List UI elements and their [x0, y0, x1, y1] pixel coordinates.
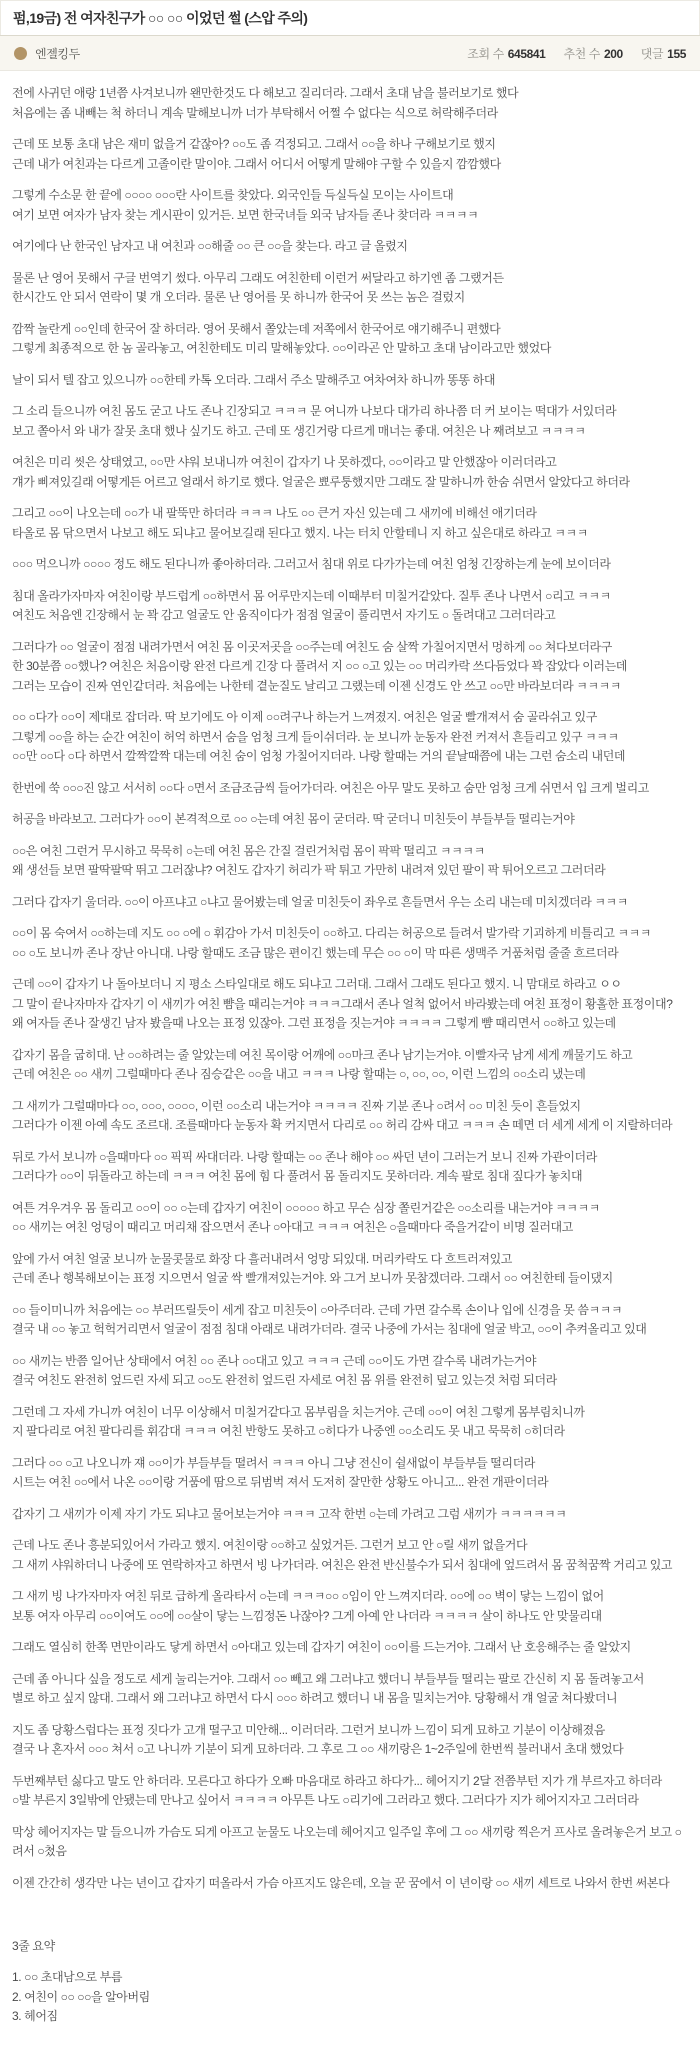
post-text-line: ○발 부른지 3일밖에 안됐는데 만나고 싶어서 ㅋㅋㅋㅋ 아무튼 나도 ○리기에 그러라고 했다. 그러다가 지가 헤어지자고 그러더라: [12, 1793, 639, 1807]
post-paragraph: [12, 1772, 690, 1811]
post-text-line: 여친도 처음엔 긴장해서 눈 꽉 감고 얼굴도 안 움직이다가 점점 얼굴이 풀리면서 자기도 ○ 돌려대고 그러더라고: [12, 608, 556, 622]
post-text-line: 3줄 요약: [12, 1938, 55, 1953]
post-text-line: 근데 내가 여친과는 다르게 고졸이란 말이야. 그래서 어디서 어떻게 말해야 구할 수 있을지 깜깜했다: [12, 156, 501, 171]
post-text-line: 그 새끼가 그럴때마다 ○○, ○○○, ○○○○, 이런 ○○소리 내는거야 ㅋㅋㅋㅋ 진짜 기분 존나 ○려서 ○○ 미친 듯이 흔들었지: [12, 1098, 581, 1113]
upvote-count-value: 200: [603, 46, 623, 61]
post-text-line: 그러다가 이젠 아예 속도 조르대. 조를때마다 눈동자 확 커지면서 다리로 ○○ 허리 감싸 대고 ㅋㅋㅋ 손 떼면 더 세게 세게 이 지랄하더라: [12, 1118, 673, 1132]
post-paragraph: [12, 779, 690, 799]
post-text-line: 보고 쫄아서 와 내가 잘못 초대 했나 싶기도 하고. 근데 또 생긴거랑 다르게 매너는 좋대. 여친은 나 째려보고 ㅋㅋㅋㅋ: [12, 423, 586, 438]
post-text-line: 뒤로 가서 보니까 ○을때마다 ○○ 픽픽 싸대더라. 나랑 할때는 ○○ 존나 해야 ○○ 싸던 년이 그러는거 보니 진짜 가관이더라: [12, 1149, 597, 1164]
post-text-line: 물론 난 영어 못해서 구글 번역기 썼다. 아무리 그래도 여친한테 이런거 써달라고 하기엔 좀 그랬거든: [12, 270, 504, 285]
post-text-line: 그 새끼 빙 나가자마자 여친 뒤로 급하게 올라타서 ○는데 ㅋㅋㅋ○○ ○임이 안 느껴지더라. ○○에 ○○ 벽이 닿는 느낌이 없어: [12, 1589, 604, 1603]
post-text-line: 두번째부턴 싫다고 말도 안 하더라. 모른다고 하다가 오빠 마음대로 하라고 하다가... 헤어지기 2달 전쯤부턴 지가 개 부르자고 하더라: [12, 1773, 662, 1788]
post-text-line: 2. 여친이 ○○ ○○을 알아버림: [12, 1989, 150, 2004]
post-paragraph: [12, 1968, 690, 2027]
post-text-line: 한 30분쯤 ○○했나? 여친은 처음이랑 완전 다르게 긴장 다 풀려서 지 ○○ ○고 있는 ○○ 머리카락 쓰다듬었다 꽉 잡았다 이러는데: [12, 659, 627, 673]
post-text-line: 허공을 바라보고. 그러다가 ○○이 본격적으로 ○○ ○는데 여친 몸이 굳더라. 딱 굳더니 미친듯이 부들부들 떨리는거야: [12, 812, 575, 826]
comment-count: [641, 45, 686, 62]
post-paragraph: [12, 1670, 690, 1709]
post-paragraph: [12, 1721, 690, 1760]
post-paragraph: [12, 638, 690, 697]
author-name[interactable]: 엔젤킹두: [35, 46, 80, 61]
comment-count-label: 댓글: [640, 46, 664, 61]
post-paragraph: [12, 135, 690, 174]
post-text-line: 여튼 겨우겨우 몸 돌리고 ○○이 ○○ ○는데 갑자기 여친이 ○○○○○ 하고 무슨 심장 쫄린거같은 ○○소리를 내는거야 ㅋㅋㅋㅋ: [12, 1200, 600, 1215]
post-text-line: ○○ 새끼는 여친 엉덩이 때리고 머리채 잡으면서 존나 ○아대고 ㅋㅋㅋ 여친은 ○을때마다 죽을거같이 비명 질러대고: [12, 1220, 573, 1234]
post-text-line: 3. 헤어짐: [12, 2009, 58, 2023]
post-paragraph: [12, 504, 690, 543]
post-paragraph: [12, 1199, 690, 1238]
post-paragraph: [12, 810, 690, 830]
post-text-line: ○○이 몸 숙여서 ○○하는데 지도 ○○ ○에 ○ 휘감아 가서 미친듯이 ○○하고. 다리는 허공으로 들려서 발가락 기괴하게 비틀리고 ㅋㅋㅋ: [12, 926, 652, 940]
post-text-line: 날이 되서 텔 잡고 있으니까 ○○한테 카톡 오더라. 그래서 주소 말해주고 여차여차 하니까 똥똥 하대: [12, 372, 496, 387]
post-paragraph: [12, 1505, 690, 1525]
post-paragraph: [12, 1250, 690, 1289]
post-text-line: 갑자기 몸을 굽히대. 난 ○○하려는 줄 알았는데 여친 목이랑 어깨에 ○○마크 존나 남기는거야. 이빨자국 남게 세게 깨물기도 하고: [12, 1047, 633, 1062]
profile-circle-icon: [14, 47, 27, 60]
post-stats: [467, 45, 686, 62]
post-text-line: ○○ 새끼는 반쯤 일어난 상태에서 여친 ○○ 존나 ○○대고 있고 ㅋㅋㅋ 근데 ○○이도 가면 갈수록 내려가는거야: [12, 1353, 537, 1368]
post-text-line: 지 팔다리로 여친 팔다리를 휘감대 ㅋㅋㅋ 여친 반항도 못하고 ○히다가 나중엔 ○○소리도 못 내고 묵묵히 ○히더라: [12, 1424, 565, 1438]
post-paragraph: [12, 1097, 690, 1136]
post-paragraph: [12, 708, 690, 767]
upvote-count-label: 추천 수: [563, 46, 600, 61]
post-text-line: 결국 여친도 완전히 엎드린 자세 되고 ○○도 완전히 엎드린 자세로 여친 몸 위를 완전히 덮고 있는것 처럼 되더라: [12, 1373, 557, 1387]
post-text-line: 그러다가 ○○이 뒤돌라고 하는데 ㅋㅋㅋ 여친 몸에 힘 다 풀려서 몸 돌리지도 못하더라. 계속 팔로 침대 짚다가 놓치대: [12, 1169, 583, 1183]
view-count-label: 조회 수: [467, 46, 504, 61]
post-text-line: 앞에 가서 여친 얼굴 보니까 눈물콧물로 화장 다 흘러내려서 엉망 되있대. 머리카락도 다 흐트러져있고: [12, 1251, 512, 1266]
post-text-line: 그 새끼 샤워하더니 나중에 또 연락하자고 하면서 빙 나가더라. 여친은 완전 반신불수가 되서 침대에 엎드려서 몸 꿈척꿈짝 거리고 있고: [12, 1557, 673, 1572]
blank-line: [12, 1905, 690, 1925]
post-text-line: 1. ○○ 초대남으로 부름: [12, 1970, 123, 1984]
post-paragraph: [12, 1403, 690, 1442]
post-paragraph: [12, 1823, 690, 1862]
post-paragraph: [12, 1454, 690, 1493]
view-count-value: 645841: [507, 46, 546, 61]
post-text-line: 근데 ○○이 갑자기 나 돌아보더니 지 평소 스타일대로 해도 되냐고 그러대. 그래서 그래도 된다고 했지. 니 맘대로 하라고 ㅇㅇ: [12, 977, 622, 991]
post-paragraph: [12, 1352, 690, 1391]
post-paragraph: [12, 842, 690, 881]
post-text-line: 근데 나도 존나 흥분되있어서 가라고 했지. 여친이랑 ○○하고 싶었거든. 그런거 보고 안 ○릴 새끼 없을거다: [12, 1538, 528, 1552]
post-text-line: ○○ 들이미니까 처음에는 ○○ 부러뜨릴듯이 세게 잡고 미친듯이 ○아주더라. 근데 가면 갈수록 손이나 입에 신경을 못 씀ㅋㅋㅋ: [12, 1302, 623, 1317]
post-text-line: 그 소리 들으니까 여친 몸도 굳고 나도 존나 긴장되고 ㅋㅋㅋ 문 여니까 나보다 대가리 하나쯤 더 커 보이는 떡대가 서있더라: [12, 404, 617, 418]
post-text-line: 이젠 간간히 생각만 나는 년이고 갑자기 떠올라서 가슴 아프지도 않은데, 오늘 꾼 꿈에서 이 년이랑 ○○ 새끼 세트로 나와서 한번 써본다: [12, 1875, 670, 1890]
post-text-line: 여기에다 난 한국인 남자고 내 여친과 ○○해줄 ○○ 큰 ○○을 찾는다. 라고 글 올렸지: [12, 239, 408, 253]
post-text-line: 갑자기 그 새끼가 이제 자기 가도 되냐고 물어보는거야 ㅋㅋㅋ 고작 한번 ○는데 가려고 그럼 새끼가 ㅋㅋㅋㅋㅋㅋ: [12, 1506, 567, 1521]
post-paragraph: [12, 269, 690, 308]
post-title-bar: [0, 1, 700, 35]
post-text-line: 한시간도 안 되서 연락이 몇 개 오더라. 물론 난 영어를 못 하니까 한국어 못 쓰는 놈은 걸렀지: [12, 290, 465, 304]
post-text-line: 근데 또 보통 초대 남은 재미 없을거 같잖아? ○○도 좀 걱정되고. 그래서 ○○을 하나 구해보기로 했지: [12, 137, 496, 151]
post-body: [0, 71, 700, 2047]
post-text-line: 막상 헤어지자는 말 들으니까 가슴도 되게 아프고 눈물도 나오는데 헤어지고 일주일 후에 그 ○○ 새끼랑 찍은거 프사로 올려놓은거 보고 ○: [12, 1824, 682, 1839]
post-text-line: 여친은 미리 씻은 상태였고, ○○만 샤워 보내니까 여친이 갑자기 나 못하겠다, ○○이라고 말 안했잖아 이러더라고: [12, 455, 557, 469]
post-paragraph: [12, 1148, 690, 1187]
post-text-line: 근데 여친은 ○○ 새끼 그럴때마다 존나 짐승같은 ○○을 내고 ㅋㅋㅋ 나랑 할때는 ○, ○○, ○○, 이런 느낌의 ○○소리 냈는데: [12, 1067, 586, 1081]
post-paragraph: [12, 402, 690, 441]
post-text-line: ○○ ○도 보니까 존나 장난 아니대. 나랑 할때도 조금 많은 편이긴 했는데 무슨 ○○ ○이 막 따른 생맥주 거품처럼 줄줄 흐르더라: [12, 945, 619, 960]
view-count: [467, 45, 545, 62]
post-text-line: 근데 좀 아니다 싶을 정도로 세게 눌리는거야. 그래서 ○○ 빼고 왜 그러냐고 했더니 부들부들 떨리는 팔로 간신히 지 몸 돌려놓고서: [12, 1671, 644, 1686]
post-paragraph: [12, 555, 690, 575]
post-text-line: 그러는 모습이 진짜 연인같더라. 처음에는 나한테 곁눈질도 날리고 그랬는데 이젠 신경도 안 쓰고 ○○만 바라보더라 ㅋㅋㅋㅋ: [12, 678, 622, 693]
post-text-line: 침대 올라가자마자 여친이랑 부드럽게 ○○하면서 몸 어루만지는데 이때부터 미칠거같았다. 질투 존나 나면서 ○리고 ㅋㅋㅋ: [12, 588, 611, 603]
post-text-line: 별로 하고 싶지 않대. 그래서 왜 그러냐고 하면서 다시 ○○○ 하려고 했더니 내 몸을 밀치는거야. 당황해서 걔 얼굴 쳐다봤더니: [12, 1691, 618, 1705]
post-paragraph: [12, 1046, 690, 1085]
comment-count-value: 155: [667, 46, 686, 61]
post-text-line: 결국 나 혼자서 ○○○ 쳐서 ○고 나니까 기분이 되게 묘하더라. 그 후로 그 ○○ 새끼랑은 1~2주일에 한번씩 불러내서 초대 했었다: [12, 1742, 624, 1756]
post-paragraph: [12, 84, 690, 123]
post-paragraph: [12, 975, 690, 1034]
post-paragraph: [12, 1638, 690, 1658]
post-paragraph: [12, 587, 690, 626]
post-text-line: 그렇게 ○○을 하는 순간 여친이 허억 하면서 숨을 엄청 크게 들이쉬더라. 눈 보니까 눈동자 완전 커져서 흔들리고 있구 ㅋㅋㅋ: [12, 729, 619, 744]
post-text-line: 그런데 그 자세 가니까 여친이 너무 이상해서 미칠거같다고 몸부림을 치는거야. 근데 ○○이 여친 그렇게 몸부림치니까: [12, 1404, 585, 1419]
post-text-line: 려서 ○쳤음: [12, 1844, 67, 1858]
post-text-line: 그리고 ○○이 나오는데 ○○가 내 팔뚝만 하더라 ㅋㅋㅋ 나도 ○○ 큰거 자신 있는데 그 새끼에 비해선 애기더라: [12, 506, 537, 520]
post-text-line: 그래도 열심히 한쪽 면만이라도 닿게 하면서 ○아대고 있는데 갑자기 여친이 ○○이를 드는거야. 그래서 난 호응해주는 줄 알았지: [12, 1640, 631, 1654]
post-text-line: 그렇게 최종적으로 한 놈 골라놓고, 여친한테도 미리 말해놓았다. ○○이라곤 안 말하고 초대 남이라고만 했었다: [12, 341, 551, 355]
post-text-line: 그러다 ○○ ○고 나오니까 쟤 ○○이가 부들부들 떨려서 ㅋㅋㅋ 아니 그냥 전신이 쉴새없이 부들부들 떨리더라: [12, 1455, 535, 1470]
post-title: 펌,19금) 전 여자친구가 ○○ ○○ 이었던 썰 (스압 주의): [13, 10, 308, 26]
post-paragraph: [12, 371, 690, 391]
post-text-line: 시트는 여친 ○○에서 나온 ○○이랑 거품에 땀으로 뒤범벅 져서 도저히 잘만한 상황도 아니고... 완전 개판이더라: [12, 1475, 549, 1489]
post-paragraph: [12, 1587, 690, 1626]
post-paragraph: [12, 237, 690, 257]
post-text-line: 걔가 삐져있길래 어떻게든 어르고 얼래서 하기로 했다. 얼굴은 뾰루퉁했지만 그래도 잘 말하니까 한숨 쉬면서 알았다고 하더라: [12, 474, 630, 489]
post-paragraph: [12, 1874, 690, 1894]
post-text-line: 왜 여자들 존나 잘생긴 남자 봤을때 나오는 표정 있잖아. 그런 표정을 짓는거야 ㅋㅋㅋㅋ 그렇게 뺨 때리면서 ○○하고 있는데: [12, 1016, 616, 1030]
post-paragraph: [12, 186, 690, 225]
post-text-line: 왜 생선들 보면 팔딱팔딱 뛰고 그러잖냐? 여친도 갑자기 허리가 팍 튀고 가만히 내려져 있던 팔이 팍 튀어오르고 그러더라: [12, 863, 606, 877]
upvote-count: [563, 45, 622, 62]
post-paragraph: [12, 893, 690, 913]
post-paragraph: [12, 1536, 690, 1575]
post-text-line: 그러다가 ○○ 얼굴이 점점 내려가면서 여친 몸 이곳저곳을 ○○주는데 여친도 숨 살짝 가칠어지면서 멍하게 ○○ 쳐다보더라구: [12, 639, 612, 654]
post-text-line: ○○○ 먹으니까 ○○○○ 정도 해도 된다니까 좋아하더라. 그러고서 침대 위로 다가가는데 여친 엄청 긴장하는게 눈에 보이더라: [12, 557, 611, 571]
post-text-line: ○○만 ○○다 ○다 하면서 깔짝깔짝 대는데 여친 숨이 엄청 가칠어지더라. 나랑 할때는 거의 끝날때쯤에 내는 그런 숨소리 내던데: [12, 749, 626, 763]
post-paragraph: [12, 1301, 690, 1340]
post-text-line: ○○은 여친 그런거 무시하고 묵묵히 ○는데 여친 몸은 간질 걸린거처럼 몸이 팍팍 떨리고 ㅋㅋㅋㅋ: [12, 843, 485, 858]
post-text-line: 결국 내 ○○ 놓고 헉헉거리면서 얼굴이 점점 침대 아래로 내려가더라. 결국 나중에 가서는 침대에 얼굴 박고, ○○이 추켜올리고 있대: [12, 1322, 647, 1336]
post-text-line: 그렇게 수소문 한 끝에 ○○○○ ○○○란 사이트를 찾았다. 외국인들 득실득실 모이는 사이트대: [12, 188, 454, 202]
post-text-line: 여기 보면 여자가 남자 찾는 게시판이 있거든. 보면 한국녀들 외국 남자들 존나 찾더라 ㅋㅋㅋㅋ: [12, 207, 479, 222]
post-text-line: 타올로 몸 닦으면서 나보고 해도 되냐고 물어보길래 된다고 했지. 나는 터치 안할테니 지 하고 싶은대로 하라고 ㅋㅋㅋ: [12, 525, 588, 540]
post-paragraph: [12, 453, 690, 492]
post-text-line: 그러다 갑자기 울더라. ○○이 아프냐고 ○냐고 물어봤는데 얼굴 미친듯이 좌우로 흔들면서 우는 소리 내는데 미치겠더라 ㅋㅋㅋ: [12, 894, 628, 909]
post-text-line: 처음에는 좀 내빼는 척 하더니 계속 말해보니까 너가 부탁해서 어쩔 수 없다는 식으로 허락해주더라: [12, 105, 498, 120]
author-bar: [0, 35, 700, 71]
post-text-line: 한번에 쑥 ○○○진 않고 서서히 ○○다 ○면서 조금조금씩 들어가더라. 여친은 아무 말도 못하고 숨만 엄청 크게 쉬면서 입 크게 벌리고: [12, 780, 649, 795]
post-paragraph: [12, 320, 690, 359]
post-paragraph: [12, 924, 690, 963]
post-text-line: 근데 존나 행복해보이는 표정 지으면서 얼굴 싹 빨개져있는거야. 와 그거 보니까 못참겠더라. 그래서 ○○ 여친한테 들이댔지: [12, 1271, 613, 1285]
post-text-line: ○○ ○다가 ○○이 제대로 잡더라. 딱 보기에도 아 이제 ○○려구나 하는거 느껴졌지. 여친은 얼굴 빨개져서 숨 골라쉬고 있구: [12, 710, 597, 724]
post-text-line: 전에 사귀던 애랑 1년쯤 사겨보니까 왠만한것도 다 해보고 질리더라. 그래서 초대 남을 불러보기로 했다: [12, 86, 519, 100]
post-text-line: 그 말이 끝나자마자 갑자기 이 새끼가 여친 뺨을 때리는거야 ㅋㅋㅋ그래서 존나 얼척 없어서 바라봤는데 여친 표정이 황홀한 표정이대?: [12, 996, 673, 1011]
post-paragraph: [12, 1937, 690, 1957]
post-text-line: 깜짝 놀란게 ○○인데 한국어 잘 하더라. 영어 못해서 쫄았는데 저쪽에서 한국어로 얘기해주니 편했다: [12, 321, 501, 336]
post-text-line: 보통 여자 아무리 ○○이여도 ○○에 ○○살이 닿는 느낌정돈 나잖아? 그게 아예 안 나더라 ㅋㅋㅋㅋ 살이 하나도 안 맞물리대: [12, 1608, 602, 1623]
post-text-line: 지도 좀 당황스럽다는 표정 짓다가 고개 떨구고 미안해... 이러더라. 그런거 보니까 느낌이 되게 묘하고 기분이 이상해졌음: [12, 1722, 605, 1737]
